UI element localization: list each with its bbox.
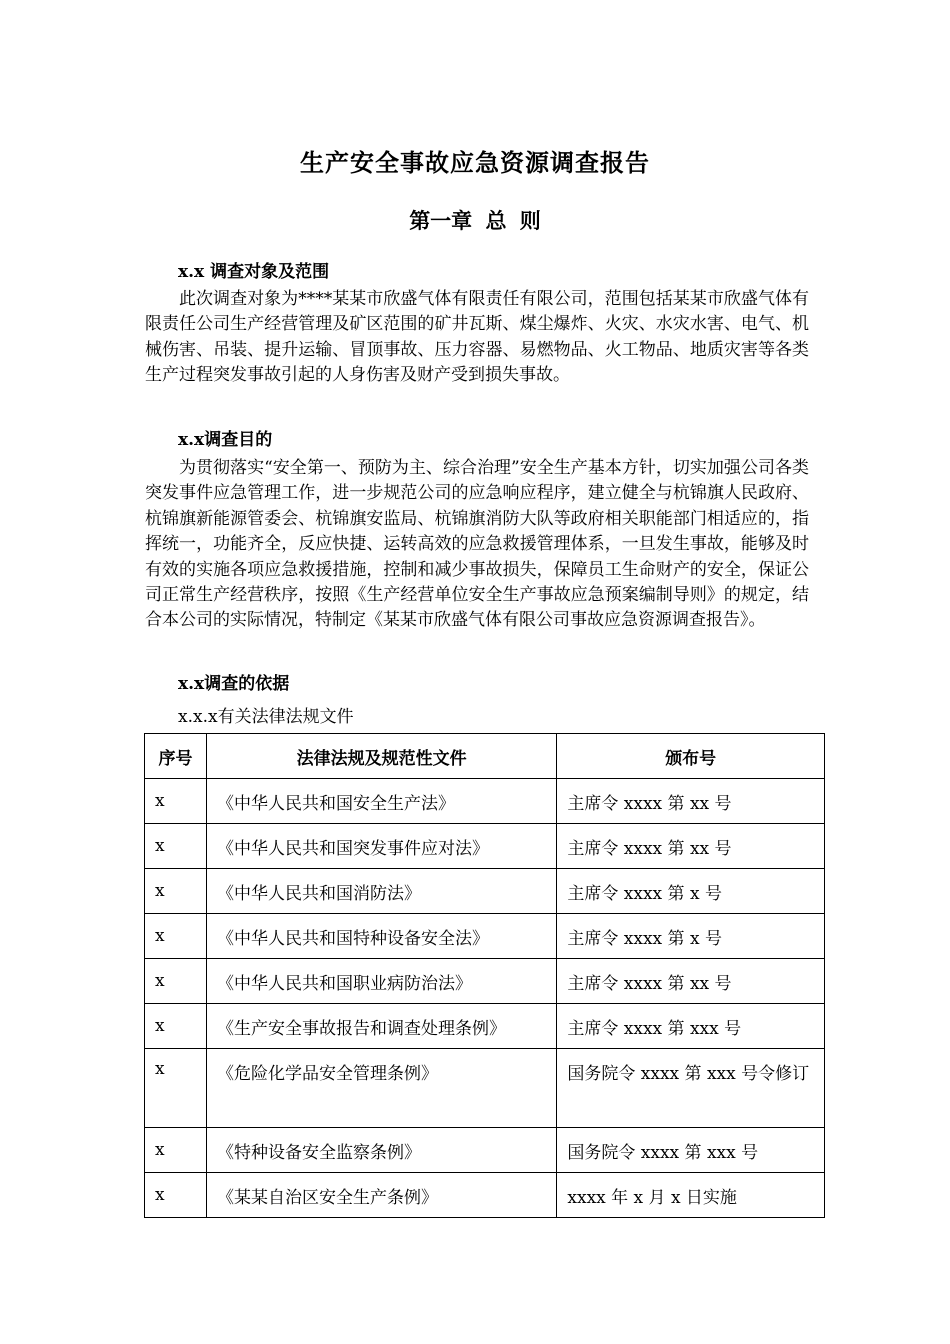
subsection-heading-laws: x.x.x有关法律法规文件 (178, 707, 354, 727)
table-row (145, 914, 825, 959)
table-row (145, 1128, 825, 1173)
header-document: 法律法规及规范性文件 (206, 734, 556, 779)
table-header-row (145, 734, 825, 779)
cell-index: x (145, 869, 207, 914)
cell-document: 《特种设备安全监察条例》 (206, 1128, 556, 1173)
cell-document: 《生产安全事故报告和调查处理条例》 (206, 1004, 556, 1049)
cell-document: 《中华人民共和国消防法》 (206, 869, 556, 914)
cell-index: x (145, 1004, 207, 1049)
table-row (145, 1004, 825, 1049)
table-row (145, 779, 825, 824)
cell-index: x (145, 1049, 207, 1128)
cell-index: x (145, 914, 207, 959)
table-row (145, 959, 825, 1004)
cell-index: x (145, 1128, 207, 1173)
document-title: 生产安全事故应急资源调查报告 (300, 148, 650, 177)
section-heading-basis: x.x调查的依据 (178, 674, 290, 694)
cell-decree: 主席令 xxxx 第 xxx 号 (557, 1004, 825, 1049)
cell-document: 《危险化学品安全管理条例》 (206, 1049, 556, 1128)
cell-decree: 国务院令 xxxx 第 xxx 号 (557, 1128, 825, 1173)
cell-document: 《中华人民共和国职业病防治法》 (206, 959, 556, 1004)
cell-decree: 主席令 xxxx 第 x 号 (557, 914, 825, 959)
chapter-heading: 第一章 总 则 (409, 208, 541, 233)
cell-decree: 主席令 xxxx 第 x 号 (557, 869, 825, 914)
cell-document: 《中华人民共和国安全生产法》 (206, 779, 556, 824)
table-row (145, 824, 825, 869)
section-heading-scope: x.x 调查对象及范围 (178, 262, 330, 282)
cell-decree: 主席令 xxxx 第 xx 号 (557, 824, 825, 869)
cell-decree: xxxx 年 x 月 x 日实施 (557, 1173, 825, 1218)
cell-document: 《中华人民共和国突发事件应对法》 (206, 824, 556, 869)
cell-decree: 主席令 xxxx 第 xx 号 (557, 779, 825, 824)
laws-table (144, 733, 825, 1218)
table-row (145, 1049, 825, 1128)
cell-document: 《中华人民共和国特种设备安全法》 (206, 914, 556, 959)
cell-index: x (145, 959, 207, 1004)
table-row (145, 869, 825, 914)
table-row (145, 1173, 825, 1218)
cell-decree: 国务院令 xxxx 第 xxx 号令修订 (557, 1049, 825, 1128)
section-body-scope: 此次调查对象为****某某市欣盛气体有限责任有限公司，范围包括某某市欣盛气体有限责任公司生产经营管理及矿区范围的矿井瓦斯、煤尘爆炸、火灾、水灾水害、电气、机械伤害、吊装、提升运输、冒顶事故、压力容器、易燃物品、火工物品、地质灾害等各类生产过程突发事故引起的人身伤害及财产受到损失事故。 (145, 289, 809, 386)
header-index: 序号 (145, 734, 207, 779)
cell-index: x (145, 1173, 207, 1218)
cell-decree: 主席令 xxxx 第 xx 号 (557, 959, 825, 1004)
cell-index: x (145, 779, 207, 824)
section-body-purpose: 为贯彻落实“安全第一、预防为主、综合治理”安全生产基本方针，切实加强公司各类突发事件应急管理工作，进一步规范公司的应急响应程序，建立健全与杭锦旗人民政府、杭锦旗新能源管委会、杭锦旗安监局、杭锦旗消防大队等政府相关职能部门相适应的，指挥统一，功能齐全，反应快捷、运转高效的应急救援管理体系，一旦发生事故，能够及时有效的实施各项应急救援措施，控制和减少事故损失，保障员工生命财产的安全，保证公司正常生产经营秩序，按照《生产经营单位安全生产事故应急预案编制导则》的规定，结合本公司的实际情况，特制定《某某市欣盛气体有限公司事故应急资源调查报告》。 (145, 458, 809, 631)
cell-document: 《某某自治区安全生产条例》 (206, 1173, 556, 1218)
section-heading-purpose: x.x调查目的 (178, 430, 273, 450)
header-decree: 颁布号 (557, 734, 825, 779)
cell-index: x (145, 824, 207, 869)
